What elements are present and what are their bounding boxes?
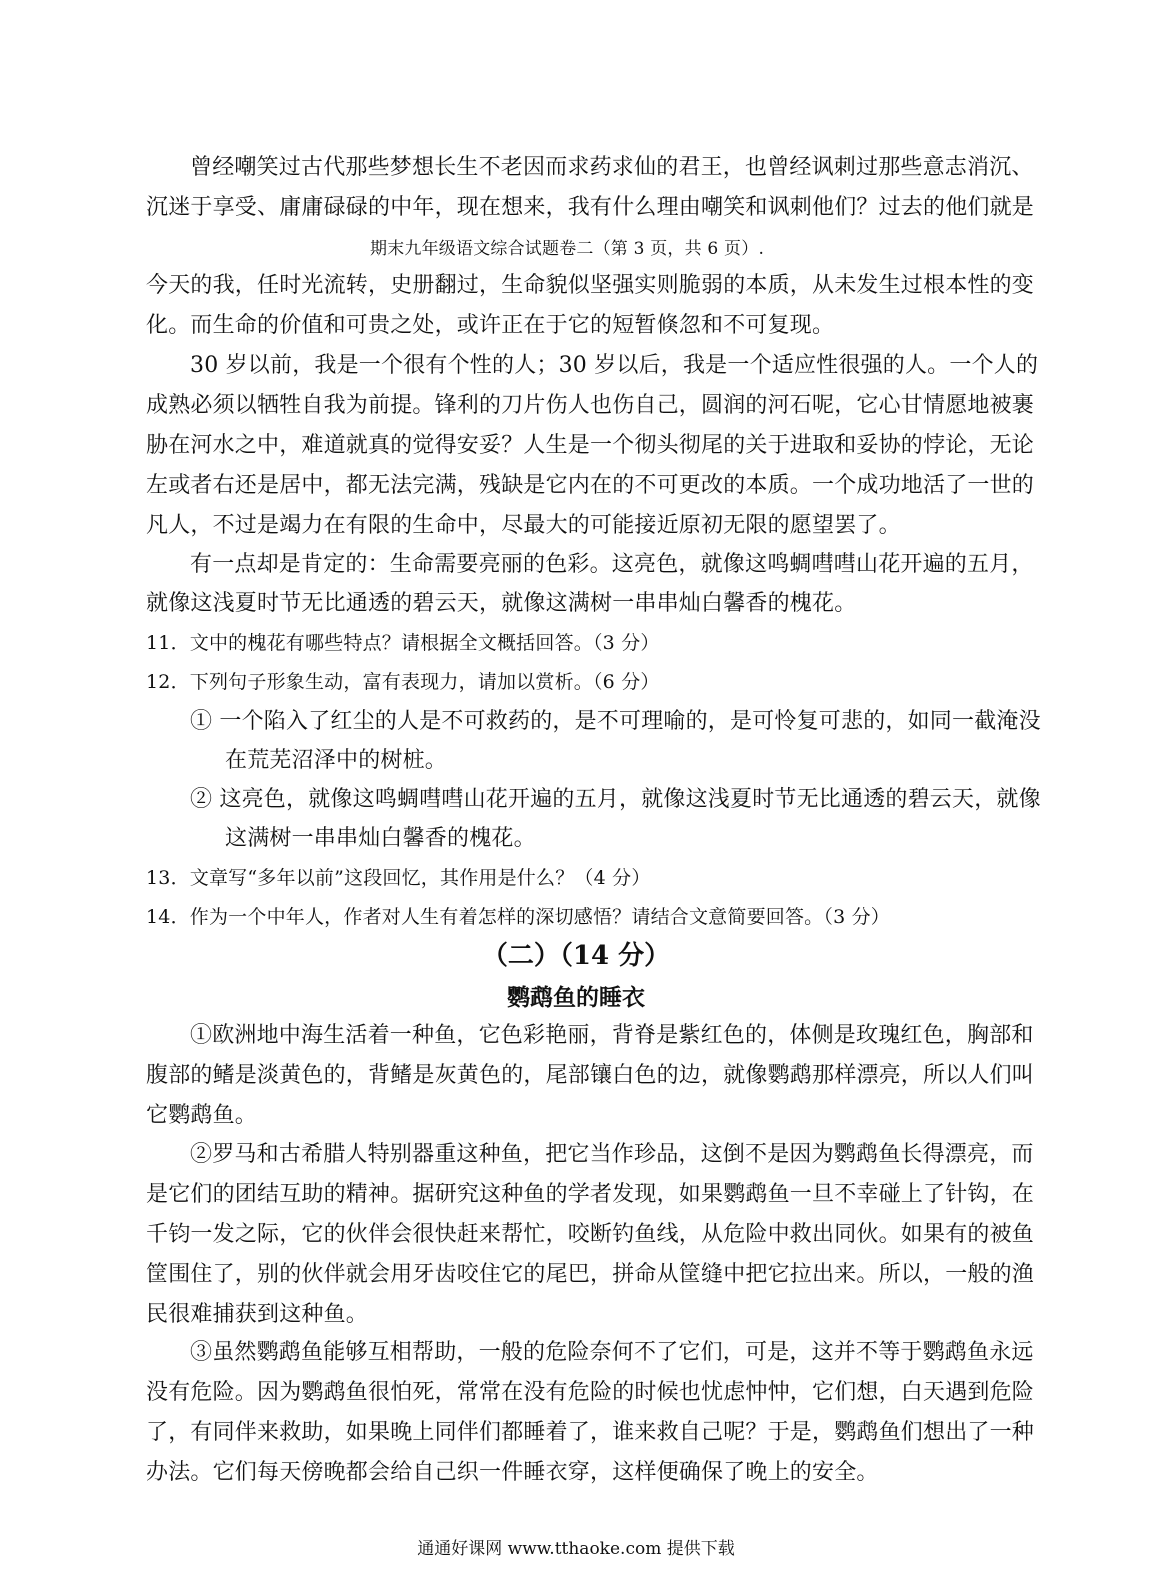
para-c-line-1: 有一点却是肯定的：生命需要亮丽的色彩。这亮色，就像这鸣蜩嘒嘒山花开遍的五月， [190, 552, 1034, 577]
article-p2-line-3: 千钧一发之际，它的伙伴会很快赶来帮忙，咬断钓鱼线，从危险中救出同伙。如果有的被鱼 [146, 1222, 1035, 1247]
question-14: 14．作为一个中年人，作者对人生有着怎样的深切感悟？请结合文意简要回答。（3 分） [146, 906, 891, 928]
question-12: 12．下列句子形象生动，富有表现力，请加以赏析。（6 分） [146, 671, 660, 693]
article-p1-line-1: ①欧洲地中海生活着一种鱼，它色彩艳丽，背脊是紫红色的，体侧是玫瑰红色，胸部和 [190, 1023, 1034, 1048]
section-title: （二）（14 分） [481, 941, 671, 971]
para-a-line-2: 沉迷于享受、庸庸碌碌的中年，现在想来，我有什么理由嘲笑和讽刺他们？过去的他们就是 [146, 195, 1035, 220]
para-b-line-1: 30 岁以前，我是一个很有个性的人；30 岁以后，我是一个适应性很强的人。一个人的 [190, 353, 1039, 378]
article-p3-line-4: 办法。它们每天傍晚都会给自己织一件睡衣穿，这样便确保了晚上的安全。 [146, 1460, 879, 1485]
para-a-cont-line-2: 化。而生命的价值和可贵之处，或许正在于它的短暂倏忽和不可复现。 [146, 313, 835, 338]
article-p2-line-1: ②罗马和古希腊人特别器重这种鱼，把它当作珍品，这倒不是因为鹦鹉鱼长得漂亮，而 [190, 1142, 1034, 1167]
article-p1-line-2: 腹部的鳍是淡黄色的，背鳍是灰黄色的，尾部镶白色的边，就像鹦鹉那样漂亮，所以人们叫 [146, 1063, 1035, 1088]
para-c-line-2: 就像这浅夏时节无比通透的碧云天，就像这满树一串串灿白馨香的槐花。 [146, 591, 857, 616]
para-b-line-2: 成熟必须以牺牲自我为前提。锋利的刀片伤人也伤自己，圆润的河石呢，它心甘情愿地被裹 [146, 393, 1035, 418]
para-b-line-4: 左或者右还是居中，都无法完满，残缺是它内在的不可更改的本质。一个成功地活了一世的 [146, 473, 1035, 498]
question-12-item-2-line-1: ② 这亮色，就像这鸣蜩嘒嘒山花开遍的五月，就像这浅夏时节无比通透的碧云天，就像 [190, 787, 1041, 812]
para-b-line-5: 凡人，不过是竭力在有限的生命中，尽最大的可能接近原初无限的愿望罢了。 [146, 513, 901, 538]
article-title: 鹦鹉鱼的睡衣 [507, 984, 645, 1011]
para-a-cont-line-1: 今天的我，任时光流转，史册翻过，生命貌似坚强实则脆弱的本质，从未发生过根本性的变 [146, 273, 1035, 298]
question-13: 13．文章写“多年以前”这段回忆，其作用是什么？（4 分） [146, 867, 651, 889]
question-11: 11．文中的槐花有哪些特点？请根据全文概括回答。（3 分） [146, 632, 660, 654]
article-p2-line-4: 筐围住了，别的伙伴就会用牙齿咬住它的尾巴，拼命从筐缝中把它拉出来。所以，一般的渔 [146, 1262, 1035, 1287]
article-p3-line-3: 了，有同伴来救助，如果晚上同伴们都睡着了，谁来救自己呢？于是，鹦鹉鱼们想出了一种 [146, 1420, 1035, 1445]
para-a-line-1: 曾经嘲笑过古代那些梦想长生不老因而求药求仙的君王，也曾经讽刺过那些意志消沉、 [190, 155, 1034, 180]
para-b-line-3: 胁在河水之中，难道就真的觉得安妥？人生是一个彻头彻尾的关于进取和妥协的悖论，无论 [146, 433, 1035, 458]
question-12-item-1-line-2: 在荒芜沼泽中的树桩。 [225, 748, 448, 773]
question-12-item-1-line-1: ① 一个陷入了红尘的人是不可救药的，是不可理喻的，是可怜复可悲的，如同一截淹没 [190, 709, 1041, 734]
question-12-item-2-line-2: 这满树一串串灿白馨香的槐花。 [225, 826, 536, 851]
article-p1-line-3: 它鹦鹉鱼。 [146, 1103, 258, 1128]
article-p2-line-2: 是它们的团结互助的精神。据研究这种鱼的学者发现，如果鹦鹉鱼一旦不幸碰上了针钩，在 [146, 1182, 1035, 1207]
page-header-note: 期末九年级语文综合试题卷二（第 3 页，共 6 页）. [370, 239, 765, 259]
article-p3-line-1: ③虽然鹦鹉鱼能够互相帮助，一般的危险奈何不了它们，可是，这并不等于鹦鹉鱼永远 [190, 1340, 1034, 1365]
article-p2-line-5: 民很难捕获到这种鱼。 [146, 1302, 369, 1327]
article-p3-line-2: 没有危险。因为鹦鹉鱼很怕死，常常在没有危险的时候也忧虑忡忡，它们想，白天遇到危险 [146, 1380, 1035, 1405]
footer-credit: 通通好课网 www.tthaoke.com 提供下载 [417, 1539, 735, 1559]
